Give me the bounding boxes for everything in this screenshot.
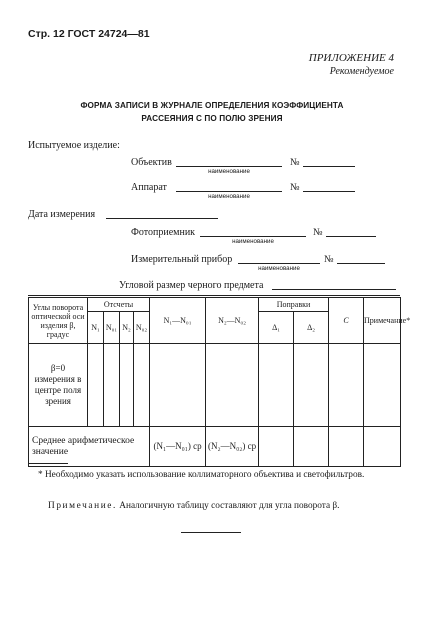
black-object-label: Угловой размер черного предмета	[119, 280, 264, 291]
appendix-title: ПРИЛОЖЕНИЕ 4	[308, 52, 394, 64]
end-rule	[181, 532, 241, 533]
black-object-line	[272, 289, 396, 290]
cell-note	[364, 344, 401, 427]
header-n02: N₀₂	[134, 312, 150, 344]
cell-diff2	[206, 344, 259, 427]
instrument-label: Измерительный прибор	[131, 254, 233, 265]
instrument-line	[238, 263, 320, 264]
instrument-number-sign: №	[324, 254, 334, 265]
header-angle: Углы поворота оптической оси изделия β, градус	[29, 298, 88, 344]
appendix-subtitle: Рекомендуемое	[329, 66, 394, 77]
header-note: Примечание*	[364, 298, 401, 344]
cell-delta2	[294, 344, 329, 427]
apparatus-line	[176, 191, 282, 192]
mean-diff2: (N₂—N₀₂) ср	[206, 427, 259, 467]
cell-n1	[88, 344, 104, 427]
mean-diff1: (N₁—N₀₁) ср	[150, 427, 206, 467]
note-text: Аналогичную таблицу составляют для угла поворота β.	[119, 501, 340, 511]
form-title-line1: ФОРМА ЗАПИСИ В ЖУРНАЛЕ ОПРЕДЕЛЕНИЯ КОЭФФИЦИЕНТА	[80, 101, 344, 110]
objective-label: Объектив	[131, 157, 172, 168]
page-header: Стр. 12 ГОСТ 24724—81	[28, 28, 150, 40]
objective-caption: наименование	[208, 168, 250, 175]
photoreceiver-number-line	[326, 236, 376, 237]
photoreceiver-line	[200, 236, 306, 237]
record-table	[28, 297, 411, 467]
mean-delta2	[294, 427, 329, 467]
cell-c	[329, 344, 364, 427]
header-n2: N₂	[120, 312, 134, 344]
table-top-rule	[28, 295, 400, 296]
cell-n01	[104, 344, 120, 427]
mean-note	[364, 427, 401, 467]
photoreceiver-caption: наименование	[232, 238, 274, 245]
header-diff2: N₂—N₀₂	[206, 298, 259, 344]
row-center-label: β=0 измерения в центре поля зрения	[29, 344, 88, 427]
objective-number-line	[303, 166, 355, 167]
photoreceiver-number-sign: №	[313, 227, 323, 238]
header-diff1: N₁—N₀₁	[150, 298, 206, 344]
footnote: * Необходимо указать использование коллиматорного объектива и светофильтров.	[38, 470, 365, 480]
form-title-line2: РАССЕЯНИЯ C ПО ПОЛЮ ЗРЕНИЯ	[141, 114, 283, 123]
header-c: C	[329, 298, 364, 344]
instrument-number-line	[337, 263, 385, 264]
cell-n02	[134, 344, 150, 427]
header-readings: Отсчеты	[88, 298, 150, 312]
header-delta2: Δ₂	[294, 312, 329, 344]
header-delta1: Δ₁	[259, 312, 294, 344]
apparatus-label: Аппарат	[131, 182, 167, 193]
mean-c	[329, 427, 364, 467]
mean-delta1	[259, 427, 294, 467]
measure-date-line	[106, 218, 218, 219]
instrument-caption: наименование	[258, 265, 300, 272]
photoreceiver-label: Фотоприемник	[131, 227, 196, 238]
note-label: Примечание.	[48, 501, 117, 511]
header-n01: N₀₁	[104, 312, 120, 344]
header-n1: N₁	[88, 312, 104, 344]
cell-diff1	[150, 344, 206, 427]
header-corrections: Поправки	[259, 298, 329, 312]
objective-line	[176, 166, 282, 167]
apparatus-caption: наименование	[208, 193, 250, 200]
objective-number-sign: №	[290, 157, 300, 168]
apparatus-number-sign: №	[290, 182, 300, 193]
tested-item-label: Испытуемое изделие:	[28, 140, 120, 151]
cell-n2	[120, 344, 134, 427]
row-mean-label: Среднее арифметическое значение	[29, 427, 150, 467]
apparatus-number-line	[303, 191, 355, 192]
measure-date-label: Дата измерения	[28, 209, 96, 220]
cell-delta1	[259, 344, 294, 427]
footnote-rule	[28, 463, 68, 464]
